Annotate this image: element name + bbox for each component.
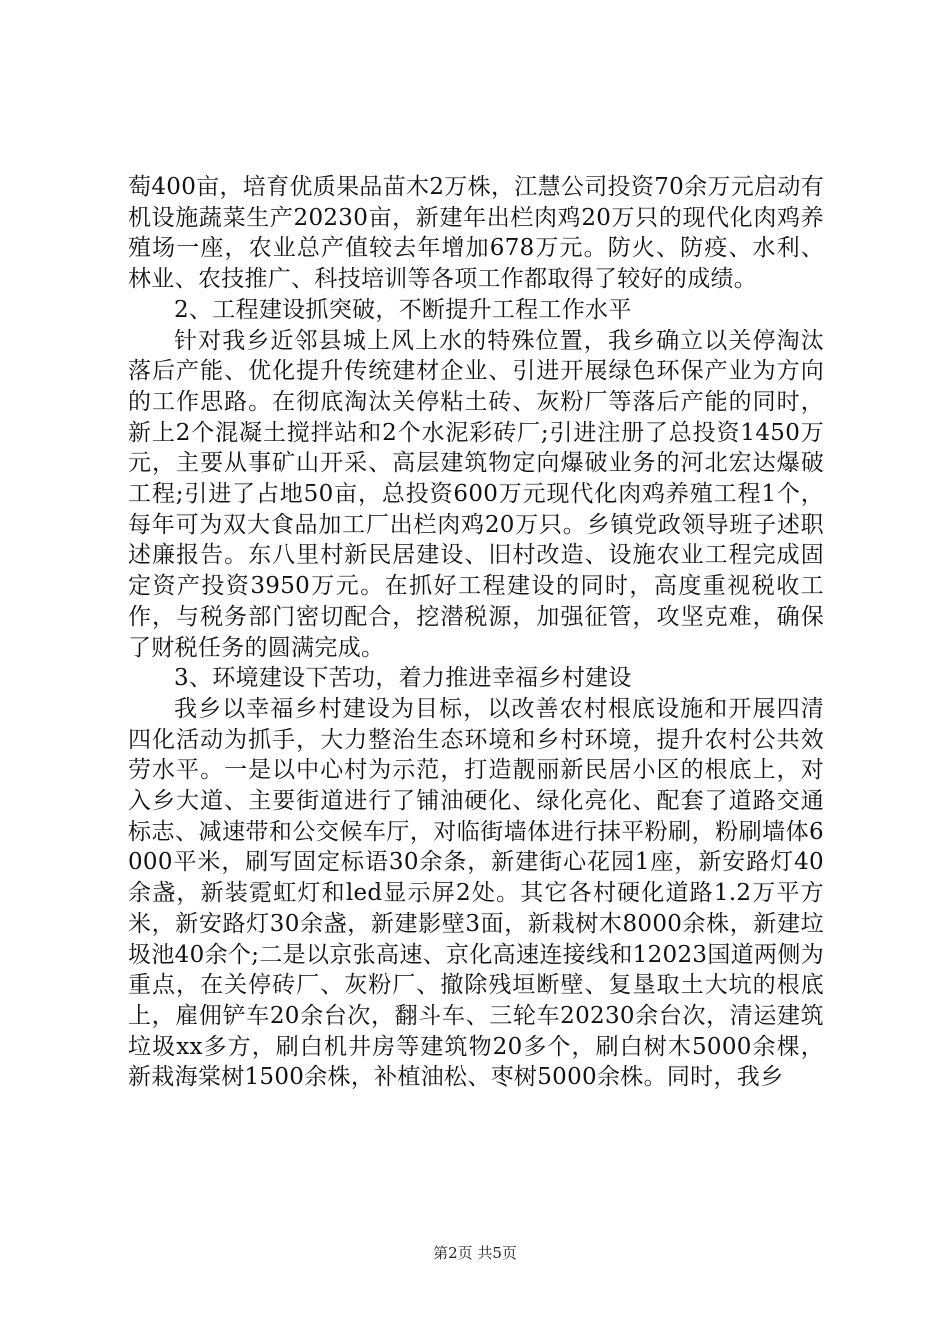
paragraph-agriculture: 萄400亩，培育优质果品苗木2万株，江慧公司投资70余万元启动有机设施蔬菜生产20230亩，新建年出栏肉鸡20万只的现代化肉鸡养殖场一座，农业总产值较去年增加678万元。防火、防疫、水利、林业、农技推广、科技培训等各项工作都取得了较好的成绩。: [128, 174, 824, 293]
page-number-footer: 第2页 共5页: [433, 1244, 517, 1262]
paragraph-engineering: 针对我乡近邻县城上风上水的特殊位置，我乡确立以关停淘汰落后产能、优化提升传统建材企业、引进开展绿色环保产业为方向的工作思路。在彻底淘汰关停粘土砖、灰粉厂等落后产能的同时，新上2个混凝土搅拌站和2个水泥彩砖厂;引进注册了总投资1450万元，主要从事矿山开采、高层建筑物定向爆破业务的河北宏达爆破工程;引进了占地50亩，总投资600万元现代化肉鸡养殖工程1个，每年可为双大食品加工厂出栏肉鸡20万只。乡镇党政领导班子述职述廉报告。东八里村新民居建设、旧村改造、设施农业工程完成固定资产投资3950万元。在抓好工程建设的同时，高度重视税收工作，与税务部门密切配合，挖潜税源，加强征管，攻坚克难，确保了财税任务的圆满完成。: [128, 327, 824, 661]
section-heading-engineering: 2、工程建设抓突破，不断提升工程工作水平: [174, 296, 632, 323]
paragraph-environment: 我乡以幸福乡村建设为目标，以改善农村根底设施和开展四清四化活动为抓手，大力整治生态环境和乡村环境，提升农村公共效劳水平。一是以中心村为示范，打造靓丽新民居小区的根底上，对入乡大道、主要街道进行了铺油硬化、绿化亮化、配套了道路交通标志、减速带和公交候车厅，对临街墙体进行抹平粉刷，粉刷墙体6000平米，刷写固定标语30余条，新建街心花园1座，新安路灯40余盏，新装霓虹灯和led显示屏2处。其它各村硬化道路1.2万平方米，新安路灯30余盏，新建影壁3面，新栽树木8000余株，新建垃圾池40余个;二是以京张高速、京化高速连接线和12023国道两侧为重点，在关停砖厂、灰粉厂、撤除残垣断壁、复垦取土大坑的根底上，雇佣铲车20余台次，翻斗车、三轮车20230余台次，清运建筑垃圾xx多方，刷白机井房等建筑物20多个，刷白树木5000余棵，新栽海棠树1500余株，补植油松、枣树5000余株。同时，我乡: [128, 695, 824, 1091]
section-heading-environment: 3、环境建设下苦功，着力推进幸福乡村建设: [174, 665, 632, 692]
document-body: [128, 172, 824, 1093]
